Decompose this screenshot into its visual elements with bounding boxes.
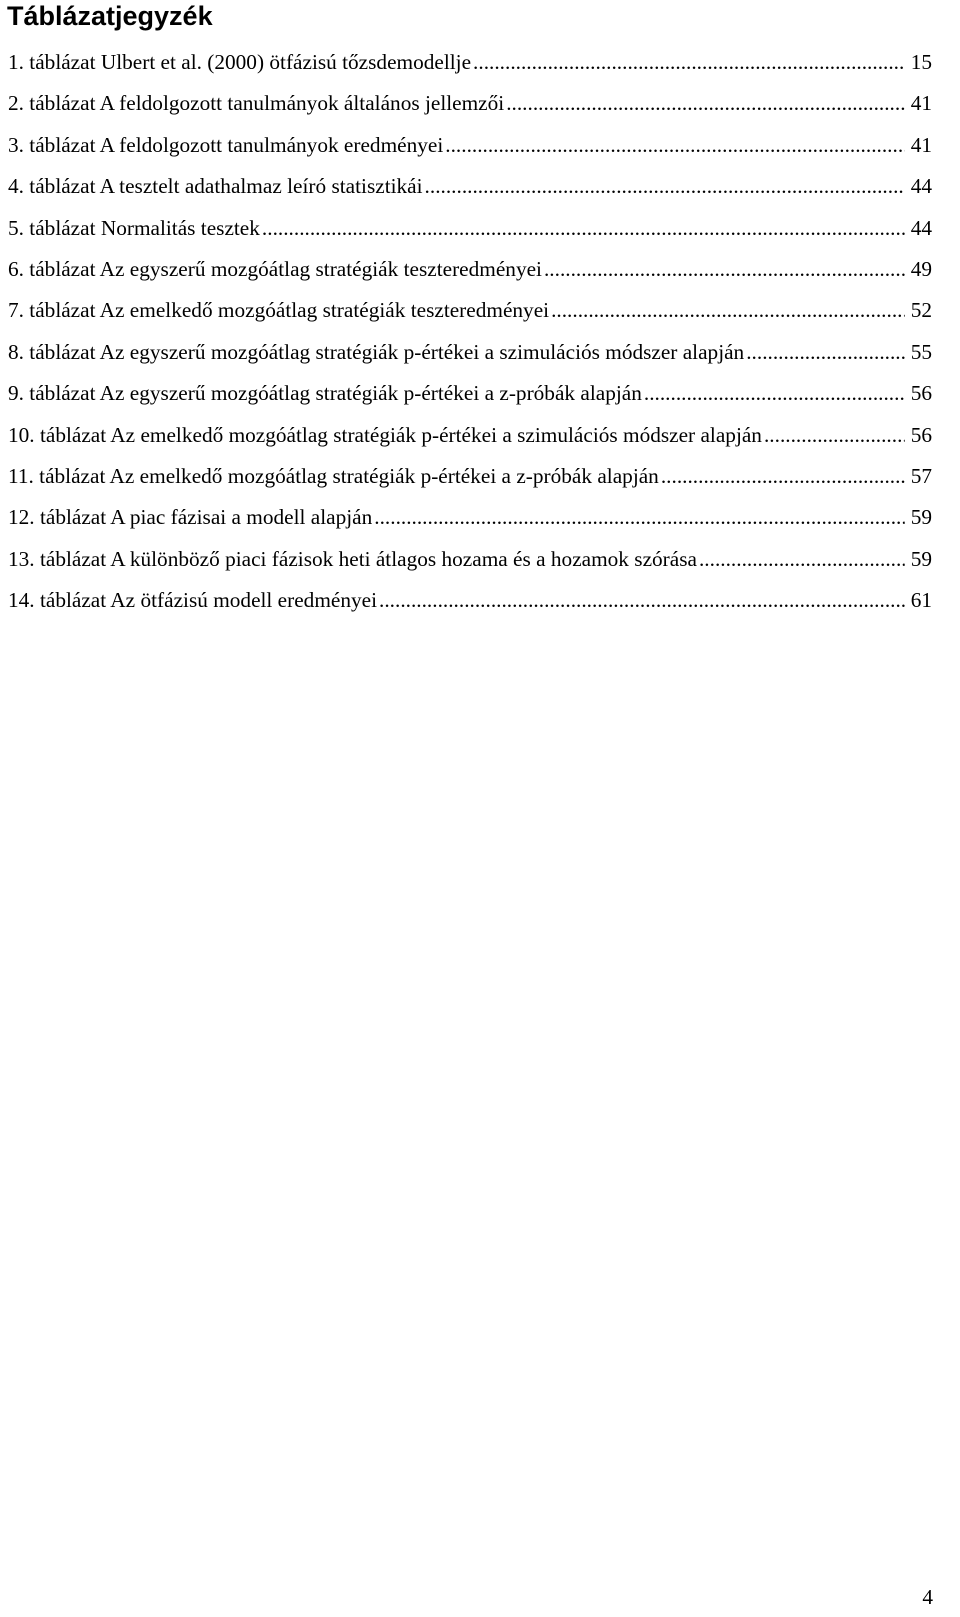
toc-entry-4[interactable] [8,172,932,213]
toc-entry-title: 11. táblázat Az emelkedő mozgóátlag stratégiák p-értékei a z-próbák alapján [8,463,659,488]
dot-leader [746,338,904,366]
dot-leader [699,545,905,573]
dot-leader [661,462,905,490]
toc-entry-page: 49 [910,256,932,281]
dot-leader [644,379,905,407]
dot-leader [506,89,905,117]
toc-entry-6[interactable] [8,255,932,296]
toc-entry-title: 13. táblázat A különböző piaci fázisok heti átlagos hozama és a hozamok szórása [8,546,697,571]
dot-leader [445,131,904,159]
toc-entry-page: 15 [910,50,932,74]
toc-entry-title: 2. táblázat A feldolgozott tanulmányok általános jellemzői [8,91,505,116]
toc-entry-title: 8. táblázat Az egyszerű mozgóátlag stratégiák p-értékei a szimulációs módszer alapján [8,339,745,364]
toc-entry-page: 56 [910,381,932,406]
toc-entry-title: 9. táblázat Az egyszerű mozgóátlag stratégiák p-értékei a z-próbák alapján [8,381,642,406]
toc-entry-page: 55 [910,339,932,364]
toc-entry-title: 5. táblázat Normalitás tesztek [8,215,260,240]
toc-entry-3[interactable] [8,131,932,172]
dot-leader [544,255,905,283]
page-title: Táblázatjegyzék [7,1,213,31]
toc-entry-page: 56 [910,422,932,447]
dot-leader [473,48,905,76]
dot-leader [551,296,905,324]
toc-entry-page: 59 [910,505,932,530]
toc-entry-title: 12. táblázat A piac fázisai a modell alapján [8,505,373,530]
toc-entry-title: 4. táblázat A tesztelt adathalmaz leíró statisztikái [8,174,423,199]
toc-entry-2[interactable] [8,89,932,130]
toc-entry-9[interactable] [8,379,932,420]
table-of-tables [8,48,932,627]
toc-entry-title: 3. táblázat A feldolgozott tanulmányok eredményei [8,132,444,157]
dot-leader [379,586,905,614]
toc-entry-1[interactable] [8,48,932,89]
toc-entry-page: 52 [910,298,932,323]
dot-leader [374,503,904,531]
toc-entry-14[interactable] [8,586,932,627]
toc-entry-11[interactable] [8,462,932,503]
toc-entry-page: 41 [910,132,932,157]
toc-entry-8[interactable] [8,338,932,379]
toc-entry-title: 1. táblázat Ulbert et al. (2000) ötfázisú tőzsdemodellje [8,50,472,74]
toc-entry-title: 7. táblázat Az emelkedő mozgóátlag stratégiák teszteredményei [8,298,550,323]
toc-entry-page: 41 [910,91,932,116]
page-number: 4 [922,1585,933,1609]
toc-entry-page: 44 [910,215,932,240]
dot-leader [262,214,905,242]
toc-entry-10[interactable] [8,421,932,462]
toc-entry-title: 10. táblázat Az emelkedő mozgóátlag stratégiák p-értékei a szimulációs módszer alapján [8,422,762,447]
toc-entry-page: 57 [910,463,932,488]
toc-entry-7[interactable] [8,296,932,337]
toc-entry-page: 59 [910,546,932,571]
dot-leader [425,172,905,200]
toc-entry-12[interactable] [8,503,932,544]
toc-entry-title: 6. táblázat Az egyszerű mozgóátlag stratégiák teszteredményei [8,256,542,281]
toc-entry-title: 14. táblázat Az ötfázisú modell eredményei [8,588,378,613]
toc-entry-5[interactable] [8,214,932,255]
toc-entry-page: 61 [910,588,932,613]
toc-entry-page: 44 [910,174,932,199]
dot-leader [764,421,905,449]
toc-entry-13[interactable] [8,545,932,586]
